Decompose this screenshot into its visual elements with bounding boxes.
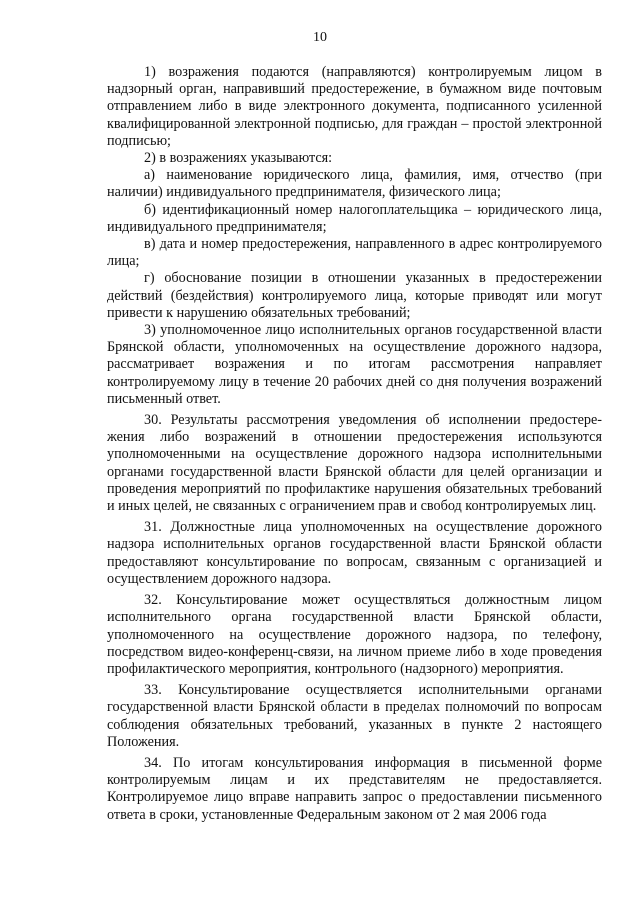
paragraph-30: 30. Результаты рассмотрения уведомления об исполнении предостережения либо возражений в отношении предостережения используются уполномоченными на осуществление дорожного надзора исполнительными органами государственной власти Брянской области для целей организации и проведения мероприятий по профилактике нарушения обязательных требований и иных целей, не связанных с ограничением прав и свобод контролируемых лиц. [107,412,602,515]
paragraph-32: 32. Консультирование может осуществляться должностным лицом исполнительного органа государственной власти Брянской области, уполномоченного на осуществление дорожного надзора, по телефону, посредством видео-конференц-связи, на личном приеме либо в ходе проведения профилактического мероприятия, контрольного (надзорного) мероприятия. [107,592,602,677]
paragraph-objections-content: 2) в возражениях указываются: [144,150,333,167]
page-number: 10 [313,30,327,45]
paragraph-33: 33. Консультирование осуществляется исполнительными органами государственной власти Брянской области в пределах полномочий по вопросам соблюдения обязательных требований, указанных в пункте 2 настоящего Положения. [107,682,602,750]
paragraph-objections-review: 3) уполномоченное лицо исполнительных органов государственной власти Брянской области, уполномоченных на осуществление дорожного надзора, рассматривает возражения и по итогам рассмотрения направляет контролируемому лицу в течение 20 рабочих дней со дня получения возражений письменный ответ. [107,322,602,407]
paragraph-objections-submission: 1) возражения подаются (направляются) контролируемым лицом в надзорный орган, направивший предостережение, в бумажном виде почтовым отправлением либо в виде электронного документа, подписанного усиленной квалифицированной электронной подписью, для граждан – простой электронной подписью; [107,64,602,149]
paragraph-item-b: б) идентификационный номер налогоплательщика – юридического лица, индивидуального предпринимателя; [107,201,602,235]
paragraph-34: 34. По итогам консультирования информация в письменной форме контролируемым лицам и их представителям не предоставляется. Контролируемое лицо вправе направить запрос о предоставлении письменного ответа в сроки, установленные Федеральным законом от 2 мая 2006 года [107,754,602,823]
paragraph-item-g: г) обоснование позиции в отношении указанных в предостережении действий (бездействия) контролируемого лица, которые приводят или могут привести к нарушению обязательных требований; [107,270,602,321]
paragraph-item-a: а) наименование юридического лица, фамилия, имя, отчество (при наличии) индивидуального предпринимателя, физического лица; [107,167,602,201]
document-body [107,64,602,824]
paragraph-31: 31. Должностные лица уполномоченных на осуществление дорожного надзора исполнительных органов государственной власти Брянской области предоставляют консультирование по вопросам, связанным с организацией и осуществлением дорожного надзора. [107,519,602,587]
paragraph-item-v: в) дата и номер предостережения, направленного в адрес контролируемого лица; [107,236,602,270]
